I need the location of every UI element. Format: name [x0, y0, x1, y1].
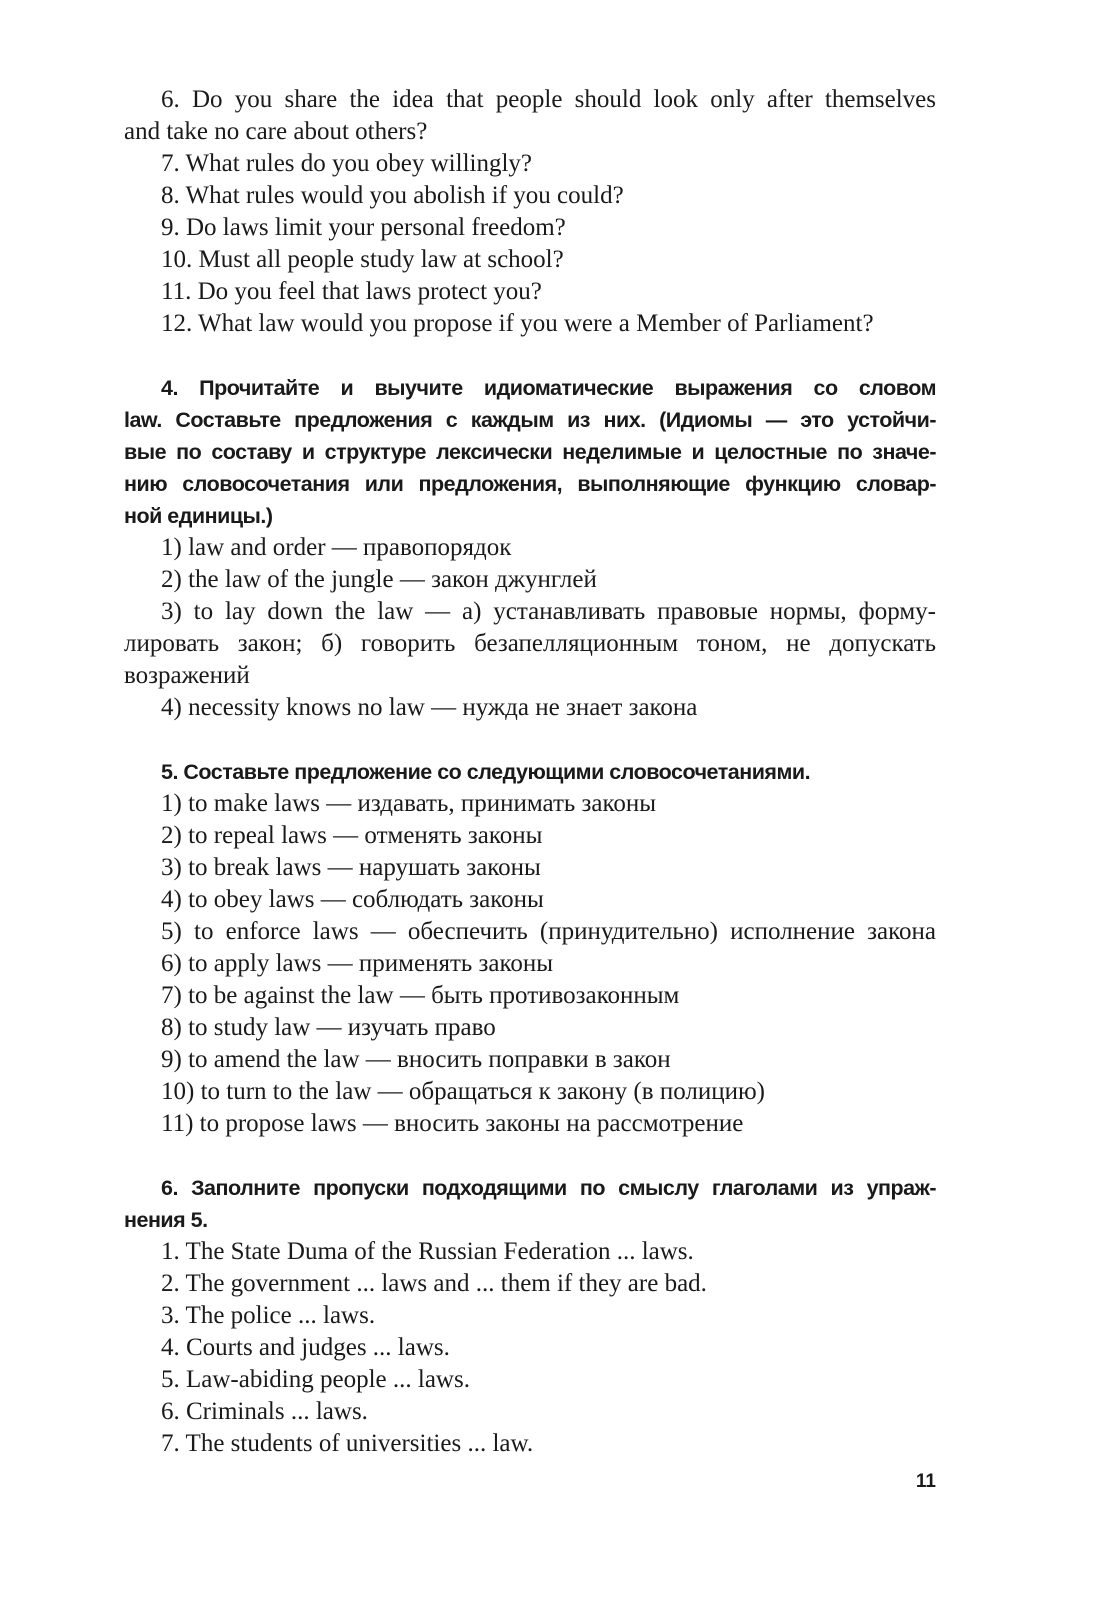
heading-line: law. Составьте предложения с каждым из них. (Идиомы — это устойчи-	[124, 408, 936, 432]
question-item-continuation: and take no care about others?	[124, 118, 428, 145]
exercise-sentence: 4. Courts and judges ... laws.	[161, 1334, 450, 1361]
phrase-item: 5) to enforce laws — обеспечить (принудительно) исполнение закона	[161, 918, 936, 945]
exercise-6-heading	[124, 1172, 936, 1236]
page-content	[124, 84, 936, 1460]
phrase-item: 6) to apply laws — применять законы	[161, 950, 554, 977]
exercise-4	[124, 372, 936, 724]
phrase-item: 10) to turn to the law — обращаться к закону (в полицию)	[161, 1078, 765, 1105]
exercise-6	[124, 1172, 936, 1460]
question-item: 11. Do you feel that laws protect you?	[161, 278, 542, 305]
exercise-5-heading	[124, 756, 936, 788]
exercise-sentence: 3. The police ... laws.	[161, 1302, 376, 1329]
idiom-item: 4) necessity knows no law — нужда не знает закона	[161, 694, 698, 721]
heading-line: вые по составу и структуре лексически неделимые и целостные по значе-	[124, 440, 936, 464]
phrase-item: 9) to amend the law — вносить поправки в закон	[161, 1046, 671, 1073]
page-number: 11	[915, 1471, 936, 1492]
phrase-item: 8) to study law — изучать право	[161, 1014, 496, 1041]
question-item: 10. Must all people study law at school?	[161, 246, 564, 273]
heading-line: ной единицы.)	[124, 504, 273, 528]
phrase-item: 3) to break laws — нарушать законы	[161, 854, 541, 881]
heading-line: 5. Составьте предложение со следующими словосочетаниями.	[161, 760, 811, 784]
question-item: 9. Do laws limit your personal freedom?	[161, 214, 566, 241]
exercise-5	[124, 756, 936, 1140]
idiom-item-continuation: возражений	[124, 662, 250, 689]
question-item: 7. What rules do you obey willingly?	[161, 150, 533, 177]
question-item: 6. Do you share the idea that people should look only after themselves	[161, 86, 936, 113]
idiom-item: 1) law and order — правопорядок	[161, 534, 512, 561]
heading-line: 4. Прочитайте и выучите идиоматические выражения со словом	[161, 376, 936, 400]
heading-line: нию словосочетания или предложения, выполняющие функцию словар-	[124, 472, 936, 496]
heading-line: 6. Заполните пропуски подходящими по смыслу глаголами из упраж-	[161, 1176, 936, 1200]
phrase-item: 4) to obey laws — соблюдать законы	[161, 886, 544, 913]
exercise-4-heading	[124, 372, 936, 532]
question-item: 8. What rules would you abolish if you could?	[161, 182, 624, 209]
exercise-sentence: 6. Criminals ... laws.	[161, 1398, 368, 1425]
exercise-sentence: 5. Law-abiding people ... laws.	[161, 1366, 470, 1393]
idiom-item: 3) to lay down the law — а) устанавливать правовые нормы, форму-	[161, 598, 936, 625]
phrase-item: 7) to be against the law — быть противозаконным	[161, 982, 680, 1009]
question-item: 12. What law would you propose if you were a Member of Parliament?	[161, 310, 874, 337]
phrase-item: 2) to repeal laws — отменять законы	[161, 822, 543, 849]
phrase-item: 1) to make laws — издавать, принимать законы	[161, 790, 657, 817]
heading-line: нения 5.	[124, 1208, 208, 1232]
question-list	[124, 84, 936, 340]
exercise-sentence: 7. The students of universities ... law.	[161, 1430, 534, 1457]
phrase-item: 11) to propose laws — вносить законы на рассмотрение	[161, 1110, 744, 1137]
idiom-item-continuation: лировать закон; б) говорить безапелляционным тоном, не допускать	[124, 630, 936, 657]
exercise-sentence: 1. The State Duma of the Russian Federation ... laws.	[161, 1238, 694, 1265]
idiom-item: 2) the law of the jungle — закон джунглей	[161, 566, 597, 593]
exercise-sentence: 2. The government ... laws and ... them if they are bad.	[161, 1270, 707, 1297]
